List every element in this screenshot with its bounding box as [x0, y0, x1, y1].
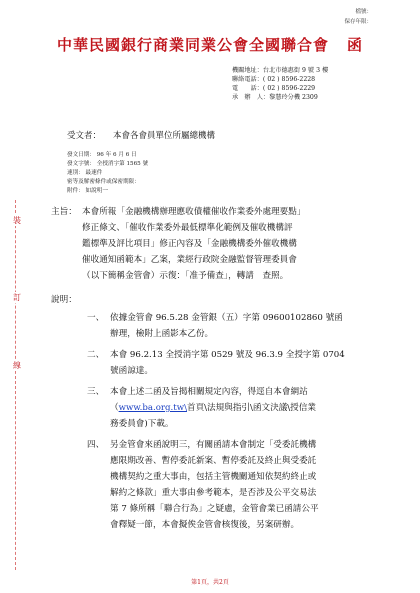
- subject-line: （以下簡稱金管會）示復：「准予備查」，轉請 查照。: [82, 271, 289, 281]
- item-line: 本會上述二函及旨揭相關規定內容，得逕自本會網站: [110, 387, 308, 397]
- subject-line: 本會所報「金融機構辦理應收債權催收作業委外處理要點」: [82, 207, 306, 217]
- item-line: 務委員會)下載。: [110, 419, 174, 429]
- issuer-name: 中華民國銀行商業同業公會全國聯合會: [56, 36, 329, 54]
- security-level: 密等及解密條件或保密期限：: [67, 179, 140, 185]
- recipient-label: 受文者：: [67, 131, 102, 141]
- item-line: 機構契約之重大事由，包括主管機關通知依契約終止或: [110, 472, 317, 482]
- binding-label: 裝: [13, 216, 21, 225]
- delivery-speed: 速別： 最速件: [67, 170, 103, 176]
- sender-phone: 電 話：( 02 ) 8596-2229: [232, 85, 316, 92]
- binding-line: [15, 200, 16, 570]
- subject-line: 催收通知函範本」乙案，業經行政院金融監督管理委員會: [82, 255, 297, 265]
- explanation-label: 說明：: [51, 295, 77, 305]
- subject-label: 主旨：: [51, 207, 77, 217]
- item-link-path: 首頁\法規與指引\函文決議\授信業: [186, 403, 316, 413]
- letter-title: [0, 34, 420, 55]
- subject-line: 鑑標準及評比項目」修正內容及「金融機構委外催收機構: [82, 239, 297, 249]
- sender-address: 機關地址：台北市德惠街 9 號 3 樓: [232, 67, 329, 74]
- doc-type: 函: [347, 36, 364, 54]
- recipient-name: 本會各會員單位所屬總機構: [113, 131, 216, 141]
- website-link[interactable]: www.ba.org.tw\: [118, 403, 187, 413]
- item-number: 三、: [87, 387, 105, 397]
- attachment-note: 附件： 如說明一: [67, 188, 108, 194]
- item-line: 會釋疑一節，本會擬俟金管會核復後，另案研辦。: [110, 520, 300, 530]
- page-number: 第1頁，共2頁: [191, 579, 229, 586]
- item-line: 另金管會來函說明三，有關函請本會制定「受委託機構: [110, 440, 317, 450]
- order-label: 訂: [13, 293, 21, 302]
- sender-fax: 聯絡電話：( 02 ) 8596-2228: [232, 76, 316, 83]
- issue-date: 發文日期： 96 年 6 月 6 日: [67, 152, 137, 158]
- item-line: 應限期改善、暫停委託新案、暫停委託及終止與受委託: [110, 456, 317, 466]
- item-link-line: （www.ba.org.tw\首頁\法規與指引\函文決議\授信業: [110, 403, 316, 413]
- line-label: 線: [13, 361, 21, 370]
- item-line: 第 7 條所稱「聯合行為」之疑慮，金管會業已函請公平: [110, 504, 319, 514]
- item-line: 辦理，檢附上函影本乙份。: [110, 329, 214, 339]
- item-line: 依據金管會 96.5.28 金管銀（五）字第 09600102860 號函: [110, 313, 343, 323]
- issue-number: 發文字號： 全授消字第 1565 號: [67, 161, 149, 167]
- item-line: 號函諒達。: [110, 366, 153, 376]
- item-line: 解約之條款」重大事由參考範本，是否涉及公平交易法: [110, 488, 317, 498]
- item-number: 四、: [87, 440, 105, 450]
- retention-period-label: 保存年限：: [344, 19, 372, 25]
- item-number: 二、: [87, 350, 105, 360]
- subject-line: 修正條文、「催收作業委外最低標準化範例及催收機構評: [82, 223, 293, 233]
- archive-number-label: 檔號：: [355, 9, 372, 15]
- sender-contact: 承 辦 人：黎慧玲分機 2309: [232, 94, 318, 101]
- item-line: 本會 96.2.13 全授消字第 0529 號及 96.3.9 全授字第 0704: [110, 350, 345, 360]
- item-number: 一、: [87, 313, 105, 323]
- recipient-line: [67, 129, 215, 141]
